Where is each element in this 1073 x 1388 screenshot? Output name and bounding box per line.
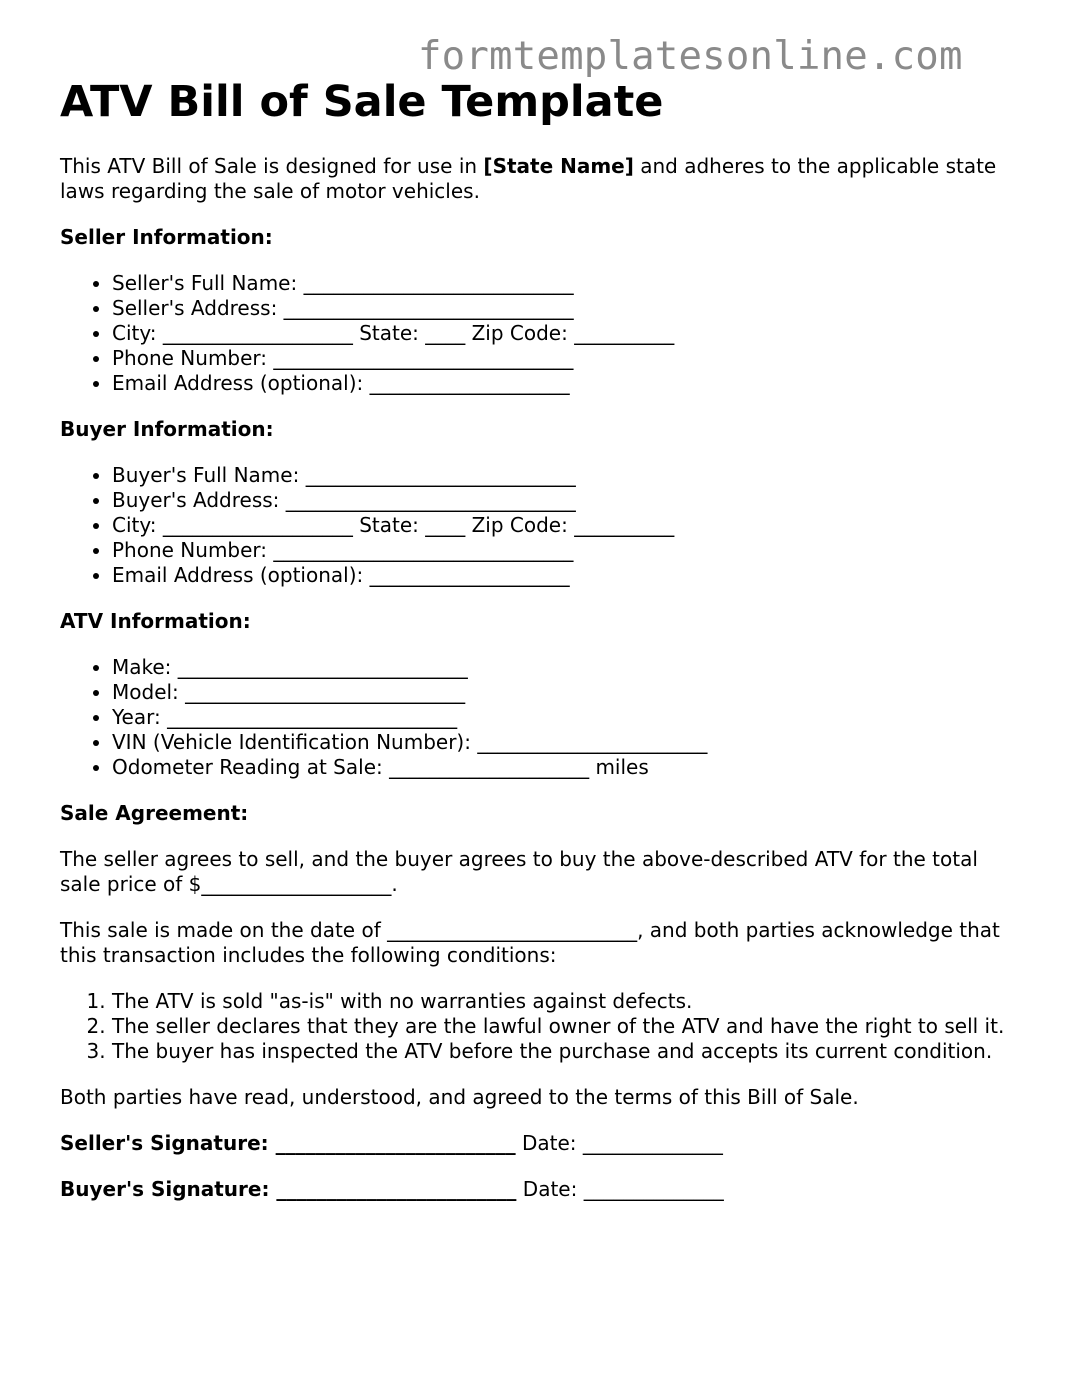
page-title: ATV Bill of Sale Template [60, 77, 664, 127]
atv-section-heading: ATV Information: [60, 609, 251, 633]
document-page [60, 74, 1020, 1202]
atv-vin-field: • VIN (Vehicle Identification Number): _______________________ [112, 730, 1020, 755]
state-name-placeholder: [State Name] [483, 154, 634, 178]
sale-price-paragraph: The seller agrees to sell, and the buyer agrees to buy the above-described ATV for the total sale price of $___________________. [60, 847, 978, 896]
buyer-signature-label: Buyer's Signature: ________________________ [60, 1177, 517, 1201]
intro-paragraph [60, 154, 1020, 204]
seller-info-list [60, 271, 1020, 396]
closing-paragraph: Both parties have read, understood, and agreed to the terms of this Bill of Sale. [60, 1085, 859, 1109]
buyer-address-field: • Buyer's Address: _____________________________ [112, 488, 1020, 513]
seller-signature-line [60, 1131, 1020, 1156]
buyer-full-name-field: • Buyer's Full Name: ___________________________ [112, 463, 1020, 488]
atv-info-list [60, 655, 1020, 780]
condition-item: 1. The ATV is sold "as-is" with no warranties against defects. [112, 989, 1020, 1014]
buyer-section-heading: Buyer Information: [60, 417, 274, 441]
buyer-email-field: • Email Address (optional): ____________________ [112, 563, 1020, 588]
seller-signature-date: Date: ______________ [515, 1131, 723, 1155]
seller-address-field: • Seller's Address: _____________________________ [112, 296, 1020, 321]
seller-email-field: • Email Address (optional): ____________________ [112, 371, 1020, 396]
sale-agreement-heading: Sale Agreement: [60, 801, 249, 825]
atv-year-field: • Year: _____________________________ [112, 705, 1020, 730]
buyer-info-list [60, 463, 1020, 588]
atv-make-field: • Make: _____________________________ [112, 655, 1020, 680]
sale-date-paragraph: This sale is made on the date of _________________________, and both parties acknowledge that this transaction includes the following conditions: [60, 918, 1000, 967]
seller-phone-field: • Phone Number: ______________________________ [112, 346, 1020, 371]
seller-full-name-field: • Seller's Full Name: ___________________________ [112, 271, 1020, 296]
atv-model-field: • Model: ____________________________ [112, 680, 1020, 705]
seller-signature-label: Seller's Signature: ________________________ [60, 1131, 516, 1155]
condition-item: 2. The seller declares that they are the lawful owner of the ATV and have the right to sell it. [112, 1014, 1020, 1039]
seller-city-state-zip-field: • City: ___________________ State: ____ Zip Code: __________ [112, 321, 1020, 346]
atv-odometer-field: • Odometer Reading at Sale: ____________________ miles [112, 755, 1020, 780]
buyer-signature-date: Date: ______________ [516, 1177, 724, 1201]
buyer-signature-line [60, 1177, 1020, 1202]
seller-section-heading: Seller Information: [60, 225, 273, 249]
watermark: formtemplatesonline.com [418, 34, 963, 79]
buyer-city-state-zip-field: • City: ___________________ State: ____ Zip Code: __________ [112, 513, 1020, 538]
buyer-phone-field: • Phone Number: ______________________________ [112, 538, 1020, 563]
intro-text-before: This ATV Bill of Sale is designed for use in [60, 154, 484, 178]
condition-item: 3. The buyer has inspected the ATV before the purchase and accepts its current condition. [112, 1039, 1020, 1064]
conditions-list [60, 989, 1020, 1064]
intro-text-after: and adheres to the applicable state laws regarding the sale of motor vehicles. [60, 154, 997, 203]
